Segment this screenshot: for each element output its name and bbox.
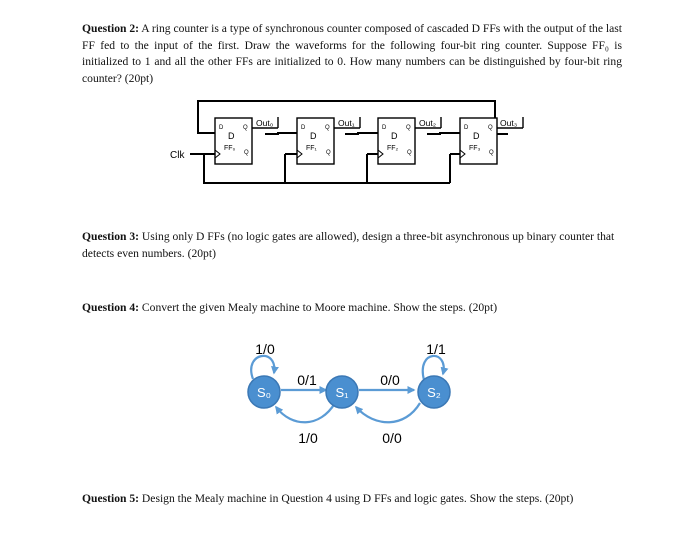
question-4-text: Convert the given Mealy machine to Moore machine. Show the steps. (20pt) bbox=[141, 301, 498, 314]
ff2-qbar-pin: Q bbox=[407, 150, 412, 156]
ff3-d-label: D bbox=[473, 131, 480, 141]
ff0-name: FF₀ bbox=[224, 145, 236, 152]
ff1-output-label: Out₁ bbox=[338, 118, 355, 128]
state-s0-label: S₀ bbox=[256, 385, 272, 400]
ff3-q-pin: Q bbox=[488, 125, 493, 131]
ff3-qbar-pin: Q bbox=[489, 150, 494, 156]
question-5-text: Design the Mealy machine in Question 4 using D FFs and logic gates. Show the steps. (20pt) bbox=[141, 492, 574, 505]
question-4 bbox=[82, 300, 622, 317]
ff2-q-pin: Q bbox=[406, 125, 411, 131]
transition-arrow-s1-s0 bbox=[276, 403, 335, 422]
ff2-name: FF₂ bbox=[387, 145, 399, 152]
ff2-d-label: D bbox=[391, 131, 398, 141]
ff3-output-label: Out₃ bbox=[500, 118, 518, 128]
ff1-d-label: D bbox=[310, 131, 317, 141]
transition-s2-s1-label: 0/0 bbox=[382, 430, 402, 446]
flipflop-ff0 bbox=[215, 117, 278, 164]
question-2-label: Question 2: bbox=[82, 22, 140, 35]
ff2-d-pin: D bbox=[382, 125, 387, 131]
transition-s0-self-label: 1/0 bbox=[255, 341, 275, 357]
question-5-label: Question 5: bbox=[82, 492, 140, 505]
ff1-q-pin: Q bbox=[325, 125, 330, 131]
state-s2-label: S₂ bbox=[427, 385, 441, 400]
question-3 bbox=[82, 229, 622, 262]
transition-s1-s0-label: 1/0 bbox=[298, 430, 318, 446]
ff0-d-pin: D bbox=[219, 125, 224, 131]
transition-s0-s1-label: 0/1 bbox=[297, 372, 317, 388]
ff1-qbar-pin: Q bbox=[326, 150, 331, 156]
question-4-label: Question 4: bbox=[82, 301, 140, 314]
question-5 bbox=[82, 491, 642, 508]
flipflop-ff1 bbox=[297, 117, 360, 164]
ff3-d-pin: D bbox=[464, 125, 469, 131]
state-s1-label: S₁ bbox=[335, 385, 349, 400]
ff0-qbar-pin: Q bbox=[244, 150, 249, 156]
transition-s2-self-label: 1/1 bbox=[426, 341, 446, 357]
clk-label: Clk bbox=[170, 150, 185, 161]
question-3-label: Question 3: bbox=[82, 230, 140, 243]
mealy-state-diagram bbox=[248, 341, 450, 446]
transition-arrow-s2-s1 bbox=[356, 403, 420, 422]
ff3-name: FF₃ bbox=[469, 145, 481, 152]
flipflop-ff2 bbox=[378, 117, 441, 164]
question-2-text: A ring counter is a type of synchronous counter composed of cascaded D FFs with the output of the last FF fed to the input of the first. Draw the waveforms for the following four-bit ring counter. Suppose FF₀ is initialized to 1 and all the other FFs are initialized to 0. How many numbers can be distinguished by four-bit ring counter? (20pt) bbox=[82, 22, 623, 85]
ff1-name: FF₁ bbox=[306, 145, 317, 152]
flipflop-ff3 bbox=[460, 117, 523, 164]
question-3-text: Using only D FFs (no logic gates are allowed), design a three-bit asynchronous up binary counter that detects even numbers. (20pt) bbox=[82, 230, 615, 260]
ff0-d-label: D bbox=[228, 131, 235, 141]
ff0-q-pin: Q bbox=[243, 125, 248, 131]
ff1-d-pin: D bbox=[301, 125, 306, 131]
ff2-output-label: Out₂ bbox=[419, 118, 436, 128]
transition-s1-s2-label: 0/0 bbox=[380, 372, 400, 388]
ff0-output-label: Out₀ bbox=[256, 118, 274, 128]
